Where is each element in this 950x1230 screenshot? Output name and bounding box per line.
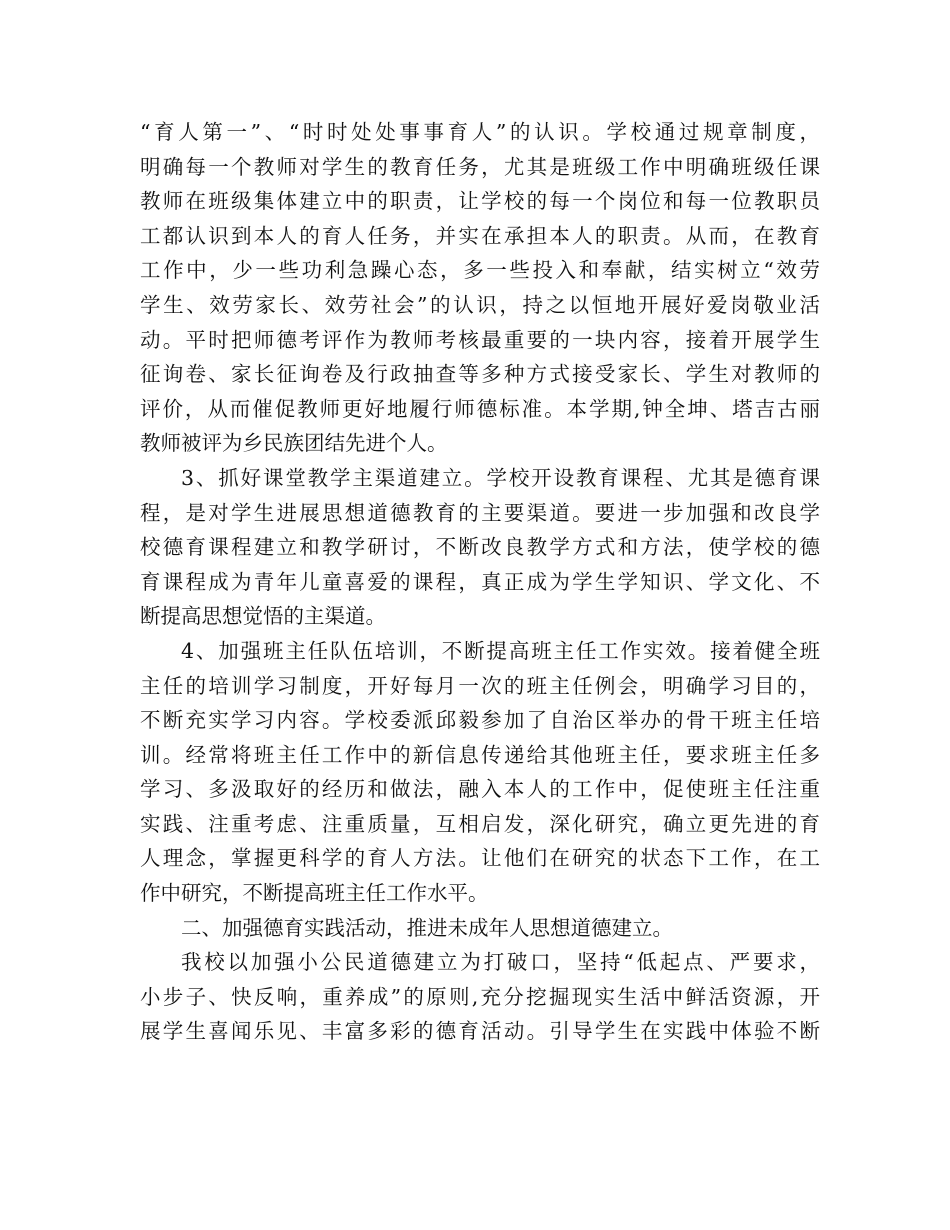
text-line: 不断充实学习内容。学校委派邱毅参加了自治区举办的骨干班主任培 xyxy=(140,708,820,733)
body-text xyxy=(140,115,820,1049)
text-line: 作中研究，不断提高班主任工作水平。 xyxy=(140,881,489,906)
text-line: 学生、效劳家长、效劳社会”的认识，持之以恒地开展好爱岗敬业活 xyxy=(140,292,820,317)
text-line: 工作中，少一些功利急躁心态，多一些投入和奉献，结实树立“效劳 xyxy=(140,258,820,283)
text-line: 小步子、快反响，重养成”的原则,充分挖掘现实生活中鲜活资源，开 xyxy=(140,984,820,1009)
text-line: 学习、多汲取好的经历和做法，融入本人的工作中，促使班主任注重 xyxy=(140,777,820,802)
text-line: 展学生喜闻乐见、丰富多彩的德育活动。引导学生在实践中体验不断 xyxy=(140,1019,820,1044)
text-line: 程，是对学生进展思想道德教育的主要渠道。要进一步加强和改良学 xyxy=(140,500,820,525)
text-line: 二、加强德育实践活动，推进未成年人思想道德建立。 xyxy=(181,915,673,940)
text-line: 教师在班级集体建立中的职责，让学校的每一个岗位和每一位教职员 xyxy=(140,189,820,214)
text-line: 人理念，掌握更科学的育人方法。让他们在研究的状态下工作，在工 xyxy=(140,846,820,871)
text-line: 主任的培训学习制度，开好每月一次的班主任例会，明确学习目的， xyxy=(140,673,820,698)
text-line: 校德育课程建立和教学研讨，不断改良教学方式和方法，使学校的德 xyxy=(140,535,820,560)
text-line: 我校以加强小公民道德建立为打破口，坚持“低起点、严要求， xyxy=(181,950,820,975)
text-line: 训。经常将班主任工作中的新信息传递给其他班主任，要求班主任多 xyxy=(140,742,820,767)
text-line: 动。平时把师德考评作为教师考核最重要的一块内容，接着开展学生 xyxy=(140,327,820,352)
text-line: 教师被评为乡民族团结先进个人。 xyxy=(140,431,448,456)
text-line: 评价，从而催促教师更好地履行师德标准。本学期,钟全坤、塔吉古丽 xyxy=(140,396,820,421)
text-line: 工都认识到本人的育人任务，并实在承担本人的职责。从而，在教育 xyxy=(140,223,820,248)
text-line: 明确每一个教师对学生的教育任务，尤其是班级工作中明确班级任课 xyxy=(140,154,820,179)
text-line: 4、加强班主任队伍培训，不断提高班主任工作实效。接着健全班 xyxy=(181,638,820,663)
text-line: 断提高思想觉悟的主渠道。 xyxy=(140,604,386,629)
text-line: 3、抓好课堂教学主渠道建立。学校开设教育课程、尤其是德育课 xyxy=(181,465,820,490)
text-line: 实践、注重考虑、注重质量，互相启发，深化研究，确立更先进的育 xyxy=(140,811,820,836)
text-line: 育课程成为青年儿童喜爱的课程，真正成为学生学知识、学文化、不 xyxy=(140,569,820,594)
text-line: 征询卷、家长征询卷及行政抽查等多种方式接受家长、学生对教师的 xyxy=(140,362,820,387)
text-line: “育人第一”、“时时处处事事育人”的认识。学校通过规章制度， xyxy=(140,120,820,144)
